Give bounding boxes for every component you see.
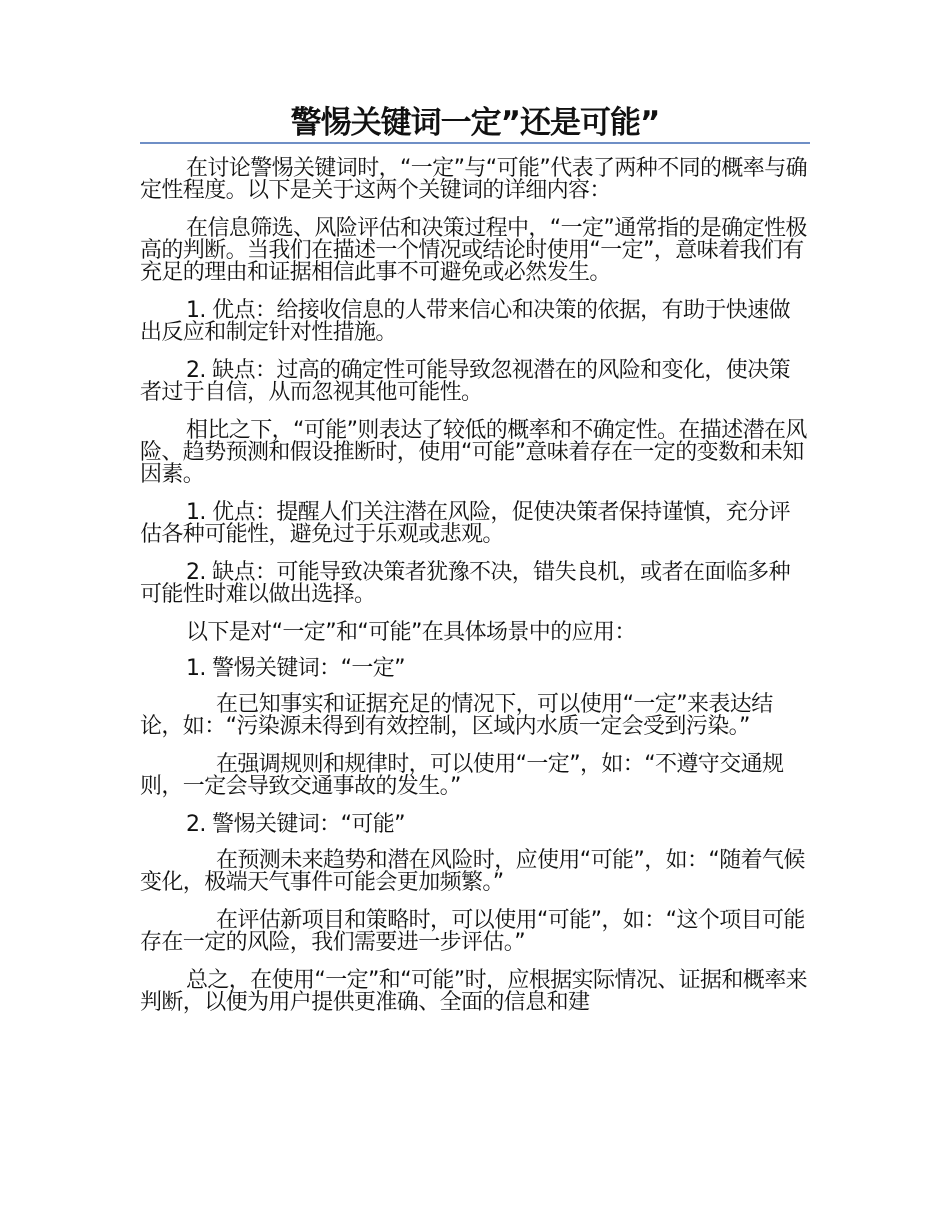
possible-definition-paragraph: 相比之下，“可能”则表达了较低的概率和不确定性。在描述潜在风险、趋势预测和假设推断时，使用“可能”意味着存在一定的变数和未知因素。 <box>140 418 807 487</box>
certain-advantage-item: 1. 优点：给接收信息的人带来信心和决策的依据，有助于快速做出反应和制定针对性措施。 <box>140 298 790 345</box>
document-title: 警惕关键词一定”还是可能” <box>290 105 660 141</box>
title-underline <box>140 104 810 144</box>
summary-paragraph: 总之，在使用“一定”和“可能”时，应根据实际情况、证据和概率来判断，以便为用户提供更准确、全面的信息和建 <box>140 968 807 1015</box>
applications-heading: 以下是对“一定”和“可能”在具体场景中的应用： <box>186 620 636 645</box>
possible-disadvantage-item: 2. 缺点：可能导致决策者犹豫不决，错失良机，或者在面临多种可能性时难以做出选择。 <box>140 560 790 607</box>
certain-example-pollution: 在已知事实和证据充足的情况下，可以使用“一定”来表达结论，如：“污染源未得到有效控制，区域内水质一定会受到污染。” <box>140 692 773 739</box>
possible-keyword-heading: 2. 警惕关键词：“可能” <box>186 812 405 837</box>
document-body <box>140 158 810 1030</box>
certain-example-traffic: 在强调规则和规律时，可以使用“一定”，如：“不遵守交通规则，一定会导致交通事故的发生。” <box>140 752 784 799</box>
possible-example-weather: 在预测未来趋势和潜在风险时，应使用“可能”，如：“随着气候变化，极端天气事件可能会更加频繁。” <box>140 848 805 895</box>
possible-example-project: 在评估新项目和策略时，可以使用“可能”，如：“这个项目可能存在一定的风险，我们需要进一步评估。” <box>140 908 805 955</box>
certain-keyword-heading: 1. 警惕关键词：“一定” <box>186 656 405 681</box>
intro-paragraph: 在讨论警惕关键词时，“一定”与“可能”代表了两种不同的概率与确定性程度。以下是关于这两个关键词的详细内容： <box>140 156 807 203</box>
certain-disadvantage-item: 2. 缺点：过高的确定性可能导致忽视潜在的风险和变化，使决策者过于自信，从而忽视其他可能性。 <box>140 358 790 405</box>
certain-definition-paragraph: 在信息筛选、风险评估和决策过程中，“一定”通常指的是确定性极高的判断。当我们在描述一个情况或结论时使用“一定”，意味着我们有充足的理由和证据相信此事不可避免或必然发生。 <box>140 216 807 285</box>
possible-advantage-item: 1. 优点：提醒人们关注潜在风险，促使决策者保持谨慎，充分评估各种可能性，避免过于乐观或悲观。 <box>140 500 790 547</box>
